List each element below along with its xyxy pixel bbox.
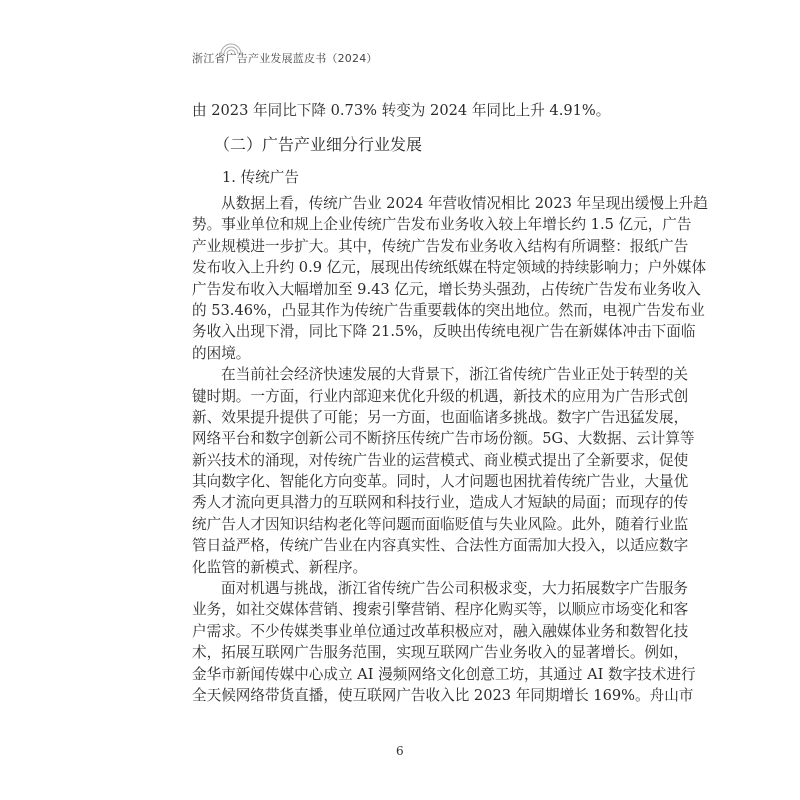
paragraph-line: 面对机遇与挑战，浙江省传统广告公司积极求变，大力拓展数字广告服务 <box>221 580 689 598</box>
paragraph-line: 术，拓展互联网广告服务范围，实现互联网广告业务收入的显著增长。例如， <box>192 644 689 662</box>
paragraph-line: 势。事业单位和规上企业传统广告发布业务收入较上年增长约 1.5 亿元，广告 <box>192 216 692 234</box>
subsection-heading: 1. 传统广告 <box>222 169 299 186</box>
running-header: 浙江省广告产业发展蓝皮书（2024） <box>192 52 378 65</box>
paragraph-line: 产业规模进一步扩大。其中，传统广告发布业务收入结构有所调整：报纸广告 <box>192 237 689 255</box>
paragraph-line: 广告发布收入大幅增加至 9.43 亿元，增长势头强劲，占传统广告发布业务收入 <box>192 280 701 298</box>
section-heading: （二）广告产业细分行业发展 <box>214 135 423 154</box>
lead-line: 由 2023 年同比下降 0.73% 转变为 2024 年同比上升 4.91%。 <box>192 102 611 119</box>
body-text <box>192 193 708 706</box>
paragraph-line: 化监管的新模式、新程序。 <box>192 558 368 576</box>
paragraph-line: 务收入出现下滑，同比下降 21.5%，反映出传统电视广告在新媒体冲击下面临 <box>192 323 696 341</box>
paragraph-line: 全天候网络带货直播，使互联网广告收入比 2023 年同期增长 169%。舟山市 <box>192 686 694 704</box>
paragraph-line: 新、效果提升提供了可能；另一方面，也面临诸多挑战。数字广告迅猛发展， <box>192 408 689 426</box>
paragraph-line: 的 53.46%，凸显其作为传统广告重要载体的突出地位。然而，电视广告发布业 <box>192 301 705 319</box>
paragraph-line: 业务，如社交媒体营销、搜索引擎营销、程序化购买等，以顺应市场变化和客 <box>192 601 689 619</box>
paragraph-line: 的困境。 <box>192 344 251 362</box>
page-number: 6 <box>396 744 404 758</box>
paragraph-line: 新兴技术的涌现，对传统广告业的运营模式、商业模式提出了全新要求，促使 <box>192 451 689 469</box>
paragraph-line: 其向数字化、智能化方向变革。同时，人才问题也困扰着传统广告业，大量优 <box>192 473 689 491</box>
paragraph-line: 发布收入上升约 0.9 亿元，展现出传统纸媒在特定领域的持续影响力；户外媒体 <box>192 259 707 277</box>
paragraph-line: 从数据上看，传统广告业 2024 年营收情况相比 2023 年呈现出缓慢上升趋 <box>221 195 708 212</box>
paragraph-line: 户需求。不少传媒类事业单位通过改革积极应对，融入融媒体业务和数智化技 <box>192 622 689 640</box>
paragraph-line: 在当前社会经济快速发展的大背景下，浙江省传统广告业正处于转型的关 <box>221 366 689 384</box>
paragraph-line: 秀人才流向更具潜力的互联网和科技行业，造成人才短缺的局面；而现存的传 <box>192 494 689 512</box>
paragraph-line: 键时期。一方面，行业内部迎来优化升级的机遇，新技术的应用为广告形式创 <box>192 387 689 405</box>
paragraph-line: 管日益严格，传统广告业在内容真实性、合法性方面需加大投入，以适应数字 <box>192 537 689 555</box>
paragraph-line: 统广告人才因知识结构老化等问题而面临贬值与失业风险。此外，随着行业监 <box>192 515 689 533</box>
paragraph-line: 金华市新闻传媒中心成立 AI 漫频网络文化创意工坊，其通过 AI 数字技术进行 <box>192 665 696 683</box>
paragraph-line: 网络平台和数字创新公司不断挤压传统广告市场份额。5G、大数据、云计算等 <box>192 430 695 448</box>
